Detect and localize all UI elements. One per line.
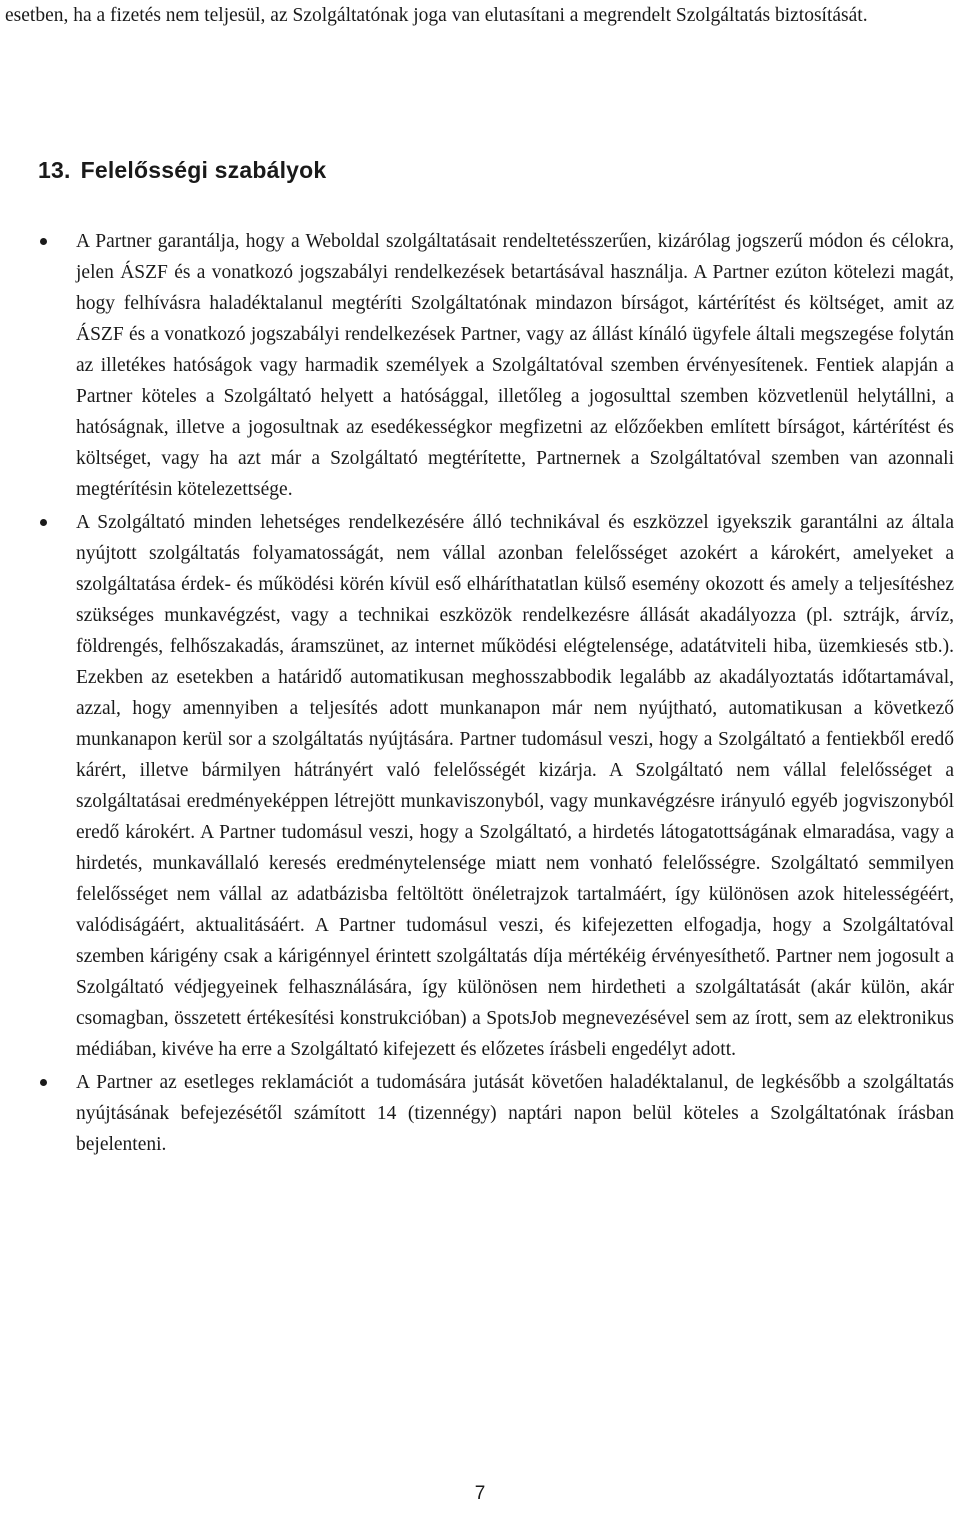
bullet-icon: [40, 519, 47, 526]
list-item-text: A Partner garantálja, hogy a Weboldal szolgáltatásait rendeltetésszerűen, kizárólag jogszerű módon és célokra, jelen ÁSZF és a vonatkozó jogszabályi rendelkezések betartásával használja. A Partner ezúton kötelezi magát, hogy felhívásra haladéktalanul megtéríti Szolgáltatónak mindazon bírságot, kártérítést és költséget, amit az ÁSZF és a vonatkozó jogszabályi rendelkezések Partner, vagy az állást kínáló ügyfele általi megszegése folytán az illetékes hatóságok vagy harmadik személyek a Szolgáltatóval szemben érvényesítenek. Fentiek alapján a Partner köteles a Szolgáltató helyett a hatósággal, illetőleg a jogosulttal szemben közvetlenül helytállni, a hatóságnak, illetve a jogosultnak az esedékességkor megfizetni az előzőekben említett bírságot, kártérítést és költséget, vagy ha azt már a Szolgáltató megtérítette, Partnernek a Szolgáltatóval szemben van azonnali megtérítésin kötelezettsége.: [76, 231, 954, 500]
intro-paragraph: esetben, ha a fizetés nem teljesül, az Szolgáltatónak joga van elutasítani a megrendelt Szolgáltatás biztosítását.: [5, 5, 868, 26]
list-item-text: A Partner az esetleges reklamációt a tudomására jutását követően haladéktalanul, de legkésőbb a szolgáltatás nyújtásának befejezésétől számított 14 (tizennégy) naptári napon belül köteles a Szolgáltatónak írásban bejelenteni.: [76, 1072, 954, 1155]
section-title: Felelősségi szabályok: [80, 157, 327, 183]
list-item: [0, 1067, 960, 1160]
rules-list: [0, 226, 960, 1160]
section-heading: [38, 155, 326, 185]
list-item: [0, 507, 960, 1065]
section-number: 13.: [38, 157, 71, 183]
bullet-icon: [40, 1079, 47, 1086]
page-number: 7: [474, 1483, 486, 1504]
list-item: [0, 226, 960, 505]
bullet-icon: [40, 238, 47, 245]
list-item-text: A Szolgáltató minden lehetséges rendelkezésére álló technikával és eszközzel igyekszik garantálni az általa nyújtott szolgáltatás folyamatosságát, nem vállal azonban felelősséget azokért a károkért, amelyeket a szolgáltatása érdek- és működési körén kívül eső elháríthatatlan külső esemény okozott és amely a teljesítéshez szükséges munkavégzést, vagy a technikai eszközök rendelkezésre állását akadályozza (pl. sztrájk, árvíz, földrengés, felhőszakadás, áramszünet, az internet működési elégtelensége, adatátviteli hiba, üzemkiesés stb.). Ezekben az esetekben a határidő automatikusan meghosszabbodik legalább az akadályoztatás időtartamával, azzal, hogy amennyiben a teljesítés adott munkanapon már nem nyújtható, automatikusan a következő munkanapon kerül sor a szolgáltatás nyújtására. Partner tudomásul veszi, hogy a Szolgáltató a fentiekből eredő kárért, illetve bármilyen hátrányért való felelősségét kizárja. A Szolgáltató nem vállal felelősséget a szolgáltatásai eredményeképpen létrejött munkaviszonyból, vagy munkavégzésre irányuló egyéb jogviszonyból eredő károkért. A Partner tudomásul veszi, hogy a Szolgáltató, a hirdetés látogatottságának elmaradása, vagy a hirdetés, munkavállaló keresés eredménytelensége miatt nem vonható felelősségre. Szolgáltató semmilyen felelősséget nem vállal az adatbázisba feltöltött önéletrajzok tartalmáért, így különösen azok hitelességéért, valódiságáért, aktualitásáért. A Partner tudomásul veszi, és kifejezetten elfogadja, hogy a Szolgáltatóval szemben kárigény csak a kárigénnyel érintett szolgáltatás díja mértékéig érvényesíthető. Partner nem jogosult a Szolgáltató védjegyeinek felhasználására, így különösen nem hirdetheti a szolgáltatását (akár külön, akár csomagban, összetett értékesítési konstrukcióban) a SpotsJob megnevezésével sem az írott, sem az elektronikus médiában, kivéve ha erre a Szolgáltató kifejezett és előzetes írásbeli engedélyt adott.: [76, 512, 954, 1060]
